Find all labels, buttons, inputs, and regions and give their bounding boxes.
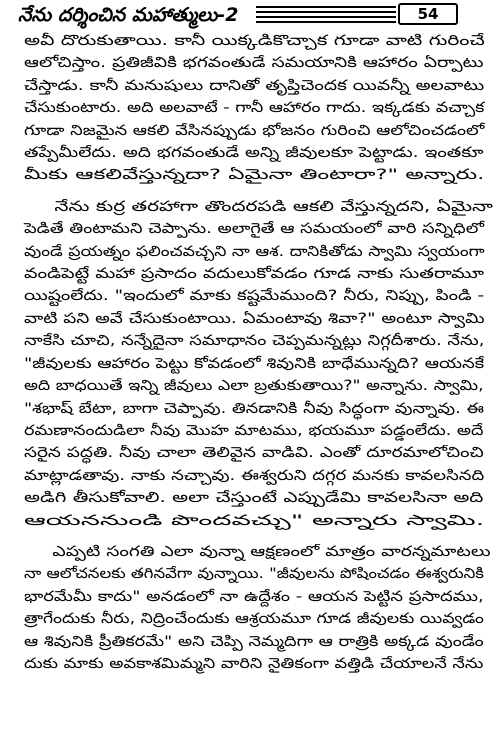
text-line: వాటి పని అవే చేసుకుంటాయి. ఏమంటావు శివా?" అంటూ స్వామి [24,310,485,327]
text-line: ఎప్పటి సంగతి ఎలా వున్నా ఆక్షణంలో మాత్రం వారన్నమాటలు [52,543,491,560]
paragraph [24,30,484,187]
text-line: దుకు మాకు అవకాశమిమ్మని వారిని నైతికంగా వత్తిడి చేయాలనే నేను [24,655,484,672]
text-line: నాకేసి చూచి, నన్నేదైనా సమాధానం చెప్పమన్నట్లు నిగ్గదీశారు. నేను, [24,333,485,350]
text-line: పెడితే తింటామని చెప్పాను. అలాగైతే ఆ సమయంలో వారి సన్నిధిలో [24,221,485,238]
paragraph [24,541,491,675]
text-line: ఆ శివునికి ప్రీతికరమే" అని చెప్పి నెమ్మదిగా ఆ రాత్రికి అక్కడ వుండేం [24,633,484,650]
page-header [18,2,494,32]
text-line: గూడా నిజమైన ఆకలి వేసినప్పుడు భోజనం గురించి ఆలోచించడంలో [24,122,485,139]
text-line: మాట్లాడతావు. నాకు నచ్చావు. ఈశ్వరుని దగ్గర మనకు కావలసినది [24,467,485,484]
paragraph [24,196,493,532]
text-line: సరైన పద్ధతి. నీవు చాలా తెలివైన వాడివి. ఎంతో దూరమాలోచించి [24,445,484,462]
text-line: మీకు ఆకలివేస్తున్నదా? ఏమైనా తింటారా?" అన్నారు. [24,167,485,184]
text-line: వుండే ప్రయత్నం ఫలించవచ్చని నా ఆశ. దానికితోడు స్వామి స్వయంగా [24,243,485,260]
text-line: "జీవులకు ఆహారం పెట్టు కోవడంలో శివునికి బాధేమున్నది? ఆయనకే [24,355,485,372]
text-line: త్రాగేందుకు నీరు, నిద్రించేందుకు ఆశ్రయమూ గూడ జీవులకు యివ్వడం [24,611,484,628]
book-title: నేను దర్శించిన మహాత్ములు-2 [18,4,239,26]
text-line: భారమేమీ కాదు" అనడంలో నా ఉద్దేశం - ఆయన పెట్టిన ప్రసాదము, [24,588,484,605]
text-line: చేసుకుంటారు. అది అలవాటే - గానీ ఆహారం గాదు. ఇక్కడకు వచ్చాక [24,100,485,117]
text-line: అది బాధయితే ఇన్ని జీవులు ఎలా బ్రతుకుతాయి?" అన్నాను. స్వామి, [24,378,484,395]
page-number: 54 [398,3,458,25]
text-line: "శభాష్ బేటా, బాగా చెప్పావు. తినడానికి నీవు సిద్ధంగా వున్నావు. ఈ [24,400,485,417]
text-line: ఆలోచిస్తాం. ప్రతిజీవికి భగవంతుడే సమయానికి ఆహారం ఏర్పాటు [24,55,484,72]
text-line: నేను కుర్ర తరహాగా తొందరపడి ఆకలి వేస్తున్నదని, ఏమైనా [54,198,493,215]
text-line: రమణానందుడిలా నీవు మొహ మాటము, భయమూ పడ్డంలేదు. అదే [24,422,484,439]
text-line: వండిపెట్టే మహా ప్రసాదం వదులుకోవడం గూడ నాకు సుతరామూ [24,266,484,283]
text-line: తప్పేమీలేదు. అది భగవంతుడే అన్ని జీవులకూ పెట్టాడు. ఇంతకూ [24,145,484,162]
header-rule-lines [256,6,396,26]
text-line: చేస్తాడు. కానీ మనుషులు దానితో తృప్తిచెందక యివన్నీ అలవాటు [24,77,485,94]
text-line: యిష్టంలేదు. "ఇందులో మాకు కష్టమేముంది? నీరు, నిప్పు, పిండి - [24,288,485,305]
text-line: నా ఆలోచనలకు తగినవేగా వున్నాయి. "జీవులను పోషించడం ఈశ్వరునికి [24,566,484,583]
text-line: ఆయననుండి పొందవచ్చు" అన్నారు స్వామి. [24,512,485,529]
text-line: అడిగి తీసుకోవాలి. అలా చేస్తుంటే ఎప్పుడేమి కావలసినా అది [24,490,484,507]
text-line: అవీ దొరుకుతాయి. కానీ యిక్కడికొచ్చాక గూడా వాటి గురించే [24,33,485,49]
body-text [24,30,493,675]
